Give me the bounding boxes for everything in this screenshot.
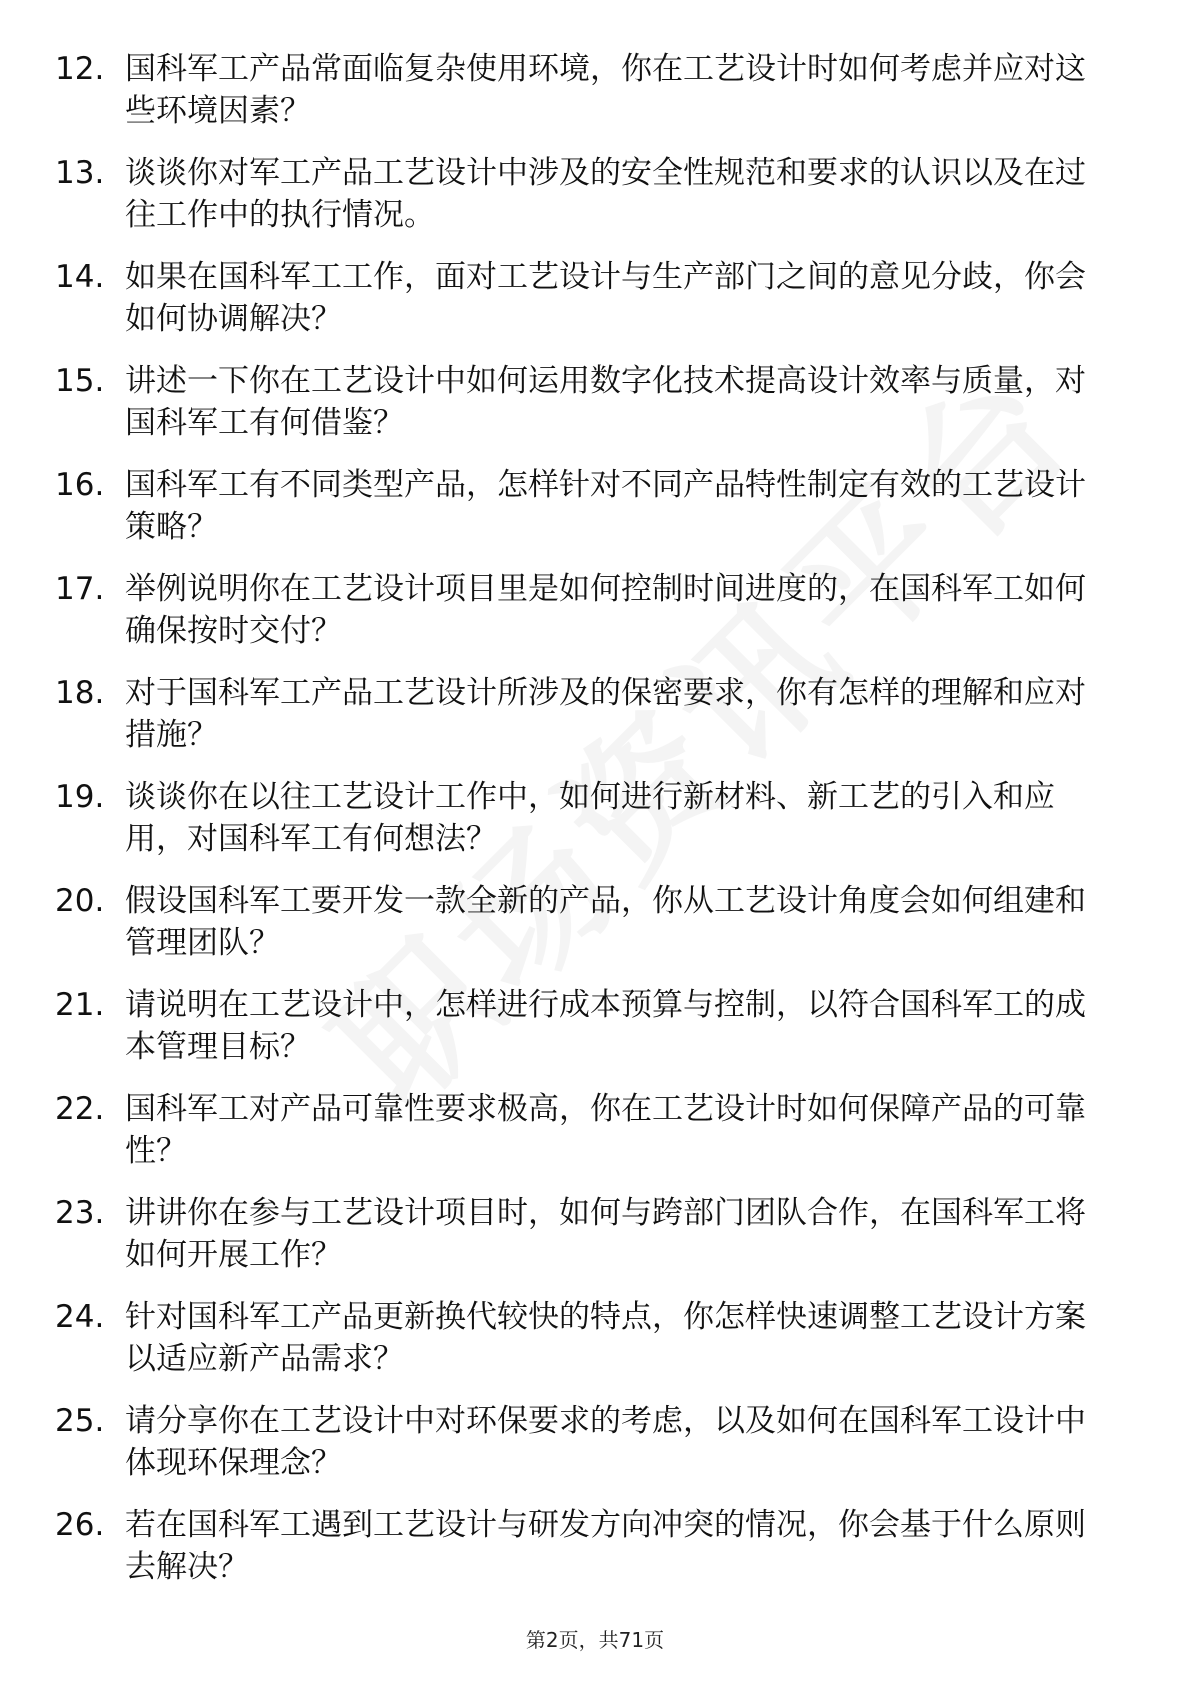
- question-number: 14.: [55, 259, 105, 295]
- question-number: 21.: [55, 987, 105, 1023]
- question-text: 如果在国科军工工作，面对工艺设计与生产部门之间的意见分歧，你会如何协调解决？: [125, 259, 1086, 337]
- question-number: 26.: [55, 1507, 105, 1543]
- question-text: 国科军工产品常面临复杂使用环境，你在工艺设计时如何考虑并应对这些环境因素？: [125, 51, 1086, 129]
- list-item: [55, 48, 1115, 132]
- list-item: [55, 1400, 1115, 1484]
- list-item: [55, 984, 1115, 1068]
- question-number: 25.: [55, 1403, 105, 1439]
- question-text: 对于国科军工产品工艺设计所涉及的保密要求，你有怎样的理解和应对措施？: [125, 675, 1086, 753]
- question-text: 假设国科军工要开发一款全新的产品，你从工艺设计角度会如何组建和管理团队？: [125, 883, 1086, 961]
- question-text: 针对国科军工产品更新换代较快的特点，你怎样快速调整工艺设计方案以适应新产品需求？: [125, 1299, 1086, 1377]
- list-item: [55, 152, 1115, 236]
- list-item: [55, 880, 1115, 964]
- list-item: [55, 1504, 1115, 1588]
- question-number: 12.: [55, 51, 105, 87]
- question-text: 国科军工有不同类型产品，怎样针对不同产品特性制定有效的工艺设计策略？: [125, 467, 1086, 545]
- list-item: [55, 256, 1115, 340]
- question-number: 20.: [55, 883, 105, 919]
- question-number: 23.: [55, 1195, 105, 1231]
- question-number: 13.: [55, 155, 105, 191]
- list-item: [55, 672, 1115, 756]
- question-text: 谈谈你对军工产品工艺设计中涉及的安全性规范和要求的认识以及在过往工作中的执行情况。: [125, 155, 1086, 233]
- question-text: 讲讲你在参与工艺设计项目时，如何与跨部门团队合作，在国科军工将如何开展工作？: [125, 1195, 1086, 1273]
- question-text: 若在国科军工遇到工艺设计与研发方向冲突的情况，你会基于什么原则去解决？: [125, 1507, 1086, 1585]
- question-text: 举例说明你在工艺设计项目里是如何控制时间进度的，在国科军工如何确保按时交付？: [125, 571, 1086, 649]
- question-list: [55, 48, 1115, 1608]
- page-number-label: 第2页，共71页: [525, 1628, 665, 1652]
- question-number: 17.: [55, 571, 105, 607]
- question-text: 讲述一下你在工艺设计中如何运用数字化技术提高设计效率与质量，对国科军工有何借鉴？: [125, 363, 1086, 441]
- question-text: 请说明在工艺设计中，怎样进行成本预算与控制，以符合国科军工的成本管理目标？: [125, 987, 1086, 1065]
- question-number: 18.: [55, 675, 105, 711]
- question-number: 16.: [55, 467, 105, 503]
- list-item: [55, 360, 1115, 444]
- list-item: [55, 1192, 1115, 1276]
- list-item: [55, 1088, 1115, 1172]
- list-item: [55, 1296, 1115, 1380]
- list-item: [55, 464, 1115, 548]
- question-text: 国科军工对产品可靠性要求极高，你在工艺设计时如何保障产品的可靠性？: [125, 1091, 1086, 1169]
- question-number: 22.: [55, 1091, 105, 1127]
- question-text: 请分享你在工艺设计中对环保要求的考虑，以及如何在国科军工设计中体现环保理念？: [125, 1403, 1086, 1481]
- page-footer: [0, 1624, 1190, 1653]
- question-number: 24.: [55, 1299, 105, 1335]
- list-item: [55, 568, 1115, 652]
- question-number: 15.: [55, 363, 105, 399]
- question-text: 谈谈你在以往工艺设计工作中，如何进行新材料、新工艺的引入和应用，对国科军工有何想法？: [125, 779, 1055, 857]
- list-item: [55, 776, 1115, 860]
- question-number: 19.: [55, 779, 105, 815]
